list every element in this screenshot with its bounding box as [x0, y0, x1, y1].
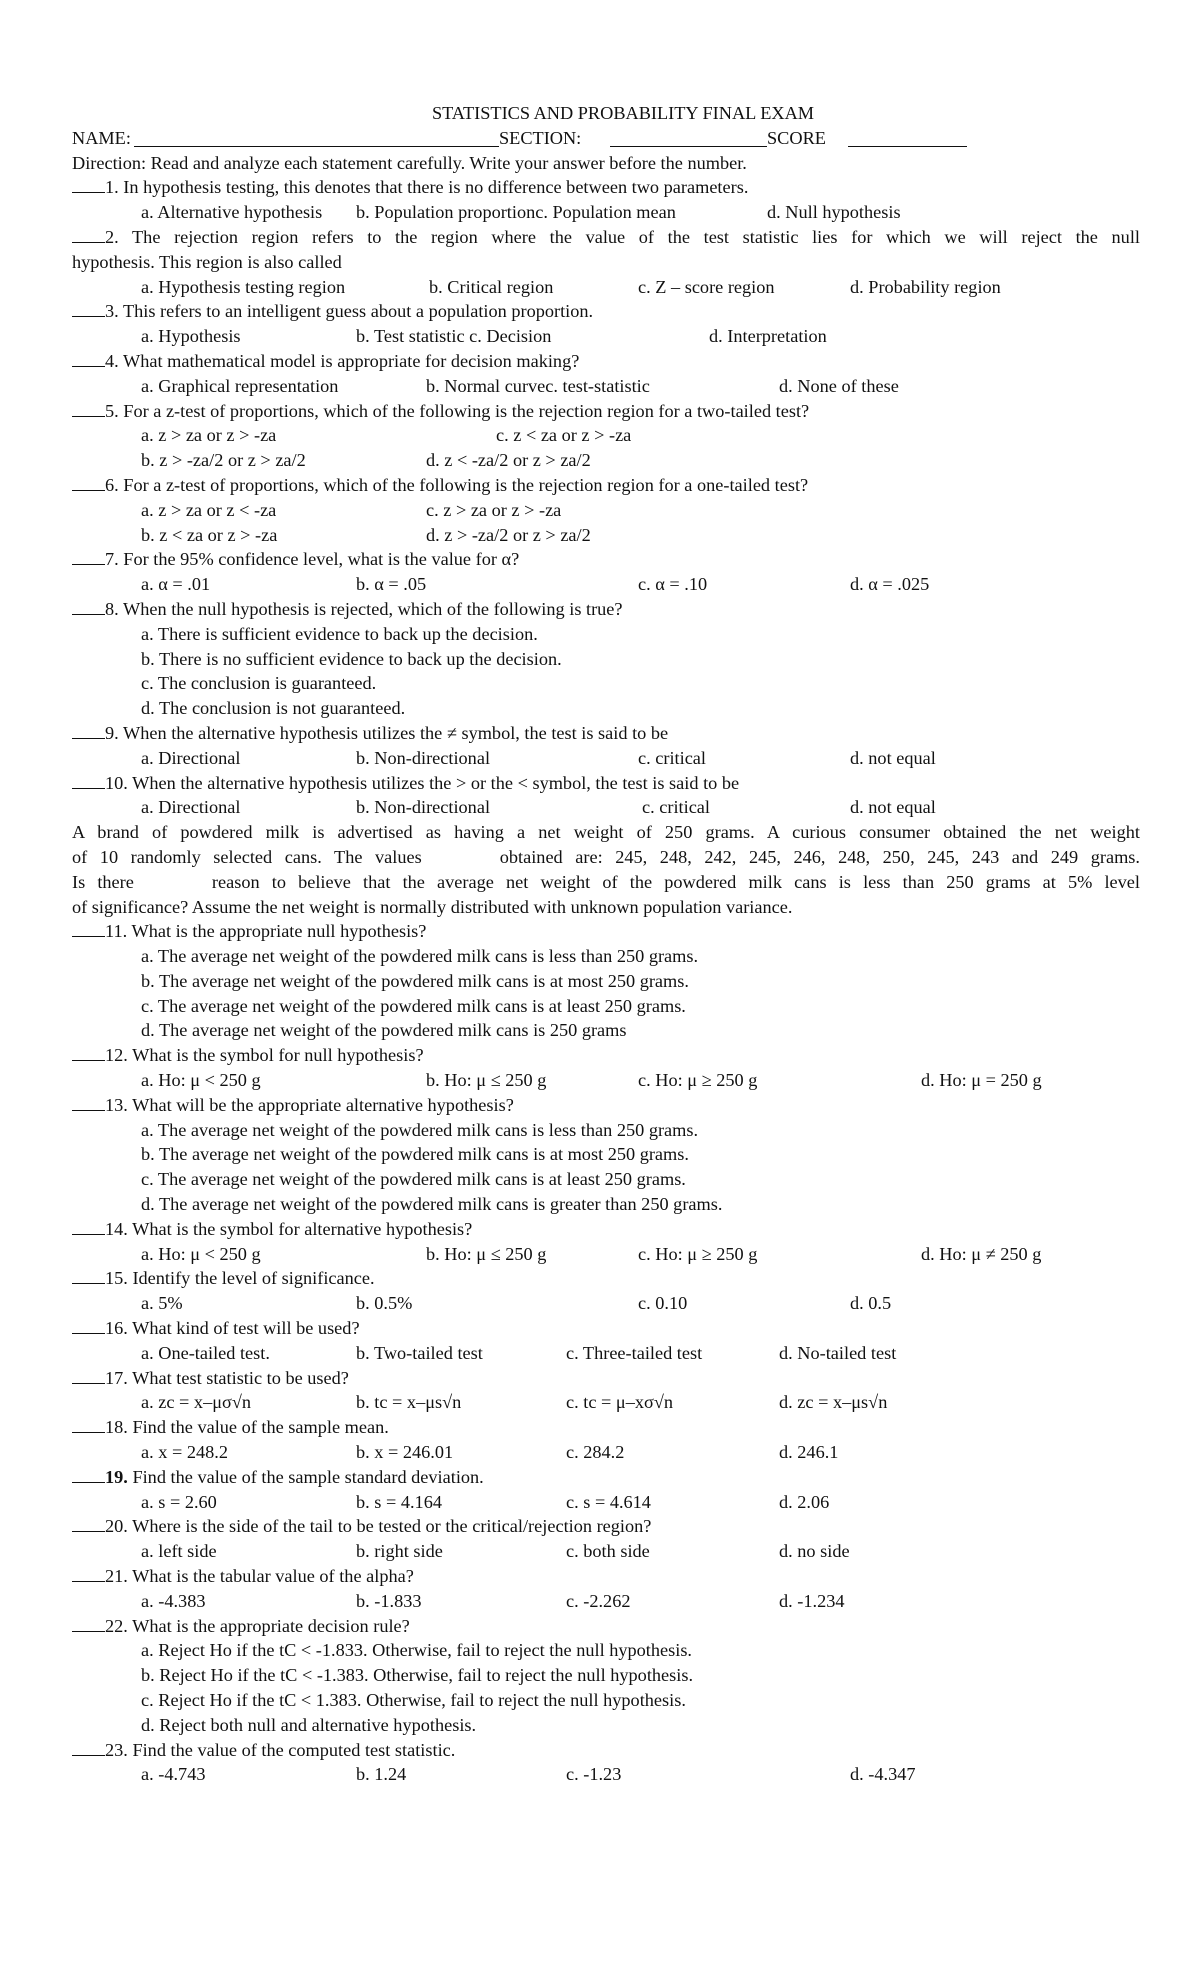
- option-d[interactable]: d. Interpretation: [709, 326, 827, 347]
- option-a[interactable]: a. Hypothesis: [141, 326, 241, 347]
- scenario-text: Is there: [72, 871, 134, 892]
- question-number: 1.: [105, 177, 119, 198]
- options-row: [72, 1390, 1140, 1415]
- question-text: For the 95% confidence level, what is the value for α?: [123, 549, 520, 570]
- answer-blank[interactable]: [72, 178, 105, 193]
- answer-blank[interactable]: [72, 550, 105, 565]
- option-c[interactable]: c. α = .10: [638, 574, 708, 595]
- scenario-text: of 10 randomly selected cans. The values: [72, 846, 422, 867]
- question-text: Identify the level of significance.: [132, 1268, 375, 1289]
- option-b[interactable]: b. tc = x–μs√n: [356, 1392, 462, 1413]
- question-text: Find the value of the computed test statistic.: [132, 1739, 456, 1760]
- option-b[interactable]: b. α = .05: [356, 574, 427, 595]
- option-a[interactable]: a. Hypothesis testing region: [141, 276, 346, 297]
- question-text: Find the value of the sample mean.: [132, 1417, 389, 1438]
- question-text: What is the symbol for null hypothesis?: [132, 1045, 424, 1066]
- question-text: When the alternative hypothesis utilizes the > or the < symbol, the test is said to be: [132, 772, 740, 793]
- option-b[interactable]: b. 0.5%: [356, 1293, 413, 1314]
- option-d[interactable]: d. The average net weight of the powdered milk cans is 250 grams: [141, 1020, 627, 1041]
- question-number: 19.: [105, 1466, 128, 1487]
- options-row: [72, 200, 1140, 225]
- option-a[interactable]: a. z > za or z > -za: [141, 425, 277, 446]
- scenario-line-2: [72, 845, 1140, 870]
- options-row: [72, 1068, 1140, 1093]
- option-c[interactable]: c. z > za or z > -za: [426, 499, 562, 520]
- question-number: 21.: [105, 1566, 128, 1587]
- question-text: What will be the appropriate alternative hypothesis?: [132, 1094, 514, 1115]
- option-c[interactable]: c. The conclusion is guaranteed.: [141, 673, 377, 694]
- option-a[interactable]: a. There is sufficient evidence to back up the decision.: [141, 623, 538, 644]
- question-number: 18.: [105, 1417, 128, 1438]
- option-d[interactable]: d. zc = x–μs√n: [779, 1392, 888, 1413]
- answer-blank[interactable]: [72, 1096, 105, 1111]
- option-c[interactable]: c. Three-tailed test: [566, 1342, 703, 1363]
- option-d[interactable]: d. no side: [779, 1541, 850, 1562]
- option-b[interactable]: b. The average net weight of the powdered milk cans is at most 250 grams.: [141, 970, 689, 991]
- option-d[interactable]: d. -4.347: [850, 1764, 916, 1785]
- option-c[interactable]: c. The average net weight of the powdered milk cans is at least 250 grams.: [141, 995, 686, 1016]
- option-b[interactable]: b. Non-directional: [356, 747, 491, 768]
- question-text: When the alternative hypothesis utilizes the ≠ symbol, the test is said to be: [122, 722, 669, 743]
- option-a[interactable]: a. Ho: μ < 250 g: [141, 1070, 261, 1091]
- option-c[interactable]: c. Ho: μ ≥ 250 g: [638, 1243, 758, 1264]
- option-b[interactable]: b. Non-directional: [356, 797, 491, 818]
- section-label: SECTION:: [499, 127, 582, 148]
- option-b[interactable]: b. x = 246.01: [356, 1442, 454, 1463]
- answer-blank[interactable]: [72, 302, 105, 317]
- scenario-line-1: A brand of powdered milk is advertised as having a net weight of 250 grams. A curious consumer obtained the net weight: [72, 822, 1140, 843]
- question-text: For a z-test of proportions, which of the following is the rejection region for a two-tailed test?: [123, 400, 810, 421]
- options-row: [72, 374, 1140, 399]
- option-a[interactable]: a. -4.383: [141, 1590, 206, 1611]
- answer-blank[interactable]: [72, 1220, 105, 1235]
- option-a[interactable]: a. left side: [141, 1541, 217, 1562]
- answer-blank[interactable]: [72, 1319, 105, 1334]
- options-row: [72, 1440, 1140, 1465]
- question-number: 13.: [105, 1094, 128, 1115]
- question-number: 8.: [105, 598, 119, 619]
- options-row: [72, 1341, 1140, 1366]
- options-row: [72, 1490, 1140, 1515]
- option-d[interactable]: d. Probability region: [850, 276, 1001, 297]
- answer-blank[interactable]: [72, 1269, 105, 1284]
- exam-title: STATISTICS AND PROBABILITY FINAL EXAM: [431, 103, 815, 123]
- question-number: 10.: [105, 772, 128, 793]
- scenario-text: obtained are: 245, 248, 242, 245, 246, 248, 250, 245, 243 and 249 grams.: [499, 846, 1140, 867]
- options-row: [72, 423, 1140, 448]
- question-text: For a z-test of proportions, which of the following is the rejection region for a one-tailed test?: [123, 474, 809, 495]
- question-text: In hypothesis testing, this denotes that there is no difference between two parameters.: [123, 177, 749, 198]
- question-number: 5.: [105, 400, 119, 421]
- option-c[interactable]: c. both side: [566, 1541, 650, 1562]
- option-d[interactable]: d. Null hypothesis: [767, 202, 901, 223]
- question-2: [72, 225, 1140, 250]
- answer-blank[interactable]: [72, 352, 105, 367]
- header-fields: [72, 126, 1140, 151]
- option-c[interactable]: c. tc = μ–xσ√n: [566, 1392, 674, 1413]
- option-c[interactable]: c. Reject Ho if the tC < 1.383. Otherwise, fail to reject the null hypothesis.: [141, 1690, 686, 1710]
- options-row: [72, 1242, 1140, 1267]
- answer-blank[interactable]: [72, 724, 105, 739]
- options-row: [72, 498, 1140, 523]
- option-b[interactable]: b. Normal curvec. test-statistic: [426, 375, 650, 396]
- question-number: 15.: [105, 1268, 128, 1289]
- answer-blank[interactable]: [72, 774, 105, 789]
- answer-blank[interactable]: [72, 1741, 105, 1756]
- question-5: [72, 399, 1140, 424]
- option-a[interactable]: a. z > za or z < -za: [141, 499, 277, 520]
- option-c[interactable]: c. 284.2: [566, 1442, 625, 1463]
- option-c[interactable]: c. -1.23: [566, 1764, 622, 1785]
- question-text: What is the symbol for alternative hypothesis?: [132, 1218, 473, 1239]
- option-d[interactable]: d. z > -za/2 or z > za/2: [426, 524, 591, 545]
- question-18: [72, 1415, 1140, 1440]
- question-number: 9.: [105, 722, 119, 743]
- question-number: 7.: [105, 549, 119, 570]
- answer-blank[interactable]: [72, 1046, 105, 1061]
- option-d[interactable]: d. not equal: [850, 797, 936, 818]
- option-c[interactable]: c. Ho: μ ≥ 250 g: [638, 1070, 758, 1091]
- option-a[interactable]: a. Ho: μ < 250 g: [141, 1243, 261, 1264]
- question-text: Where is the side of the tail to be tested or the critical/rejection region?: [132, 1516, 652, 1537]
- options-row: [72, 324, 1140, 349]
- question-number: 17.: [105, 1367, 128, 1388]
- answer-blank[interactable]: [72, 476, 105, 491]
- option-d[interactable]: d. Ho: μ ≠ 250 g: [921, 1243, 1042, 1264]
- options-row: [72, 448, 1140, 473]
- options-row: [72, 746, 1140, 771]
- question-number: 4.: [105, 350, 119, 371]
- option-a[interactable]: a. x = 248.2: [141, 1442, 228, 1463]
- option-b[interactable]: b. Critical region: [429, 276, 554, 297]
- answer-blank[interactable]: [72, 1418, 105, 1433]
- option-a[interactable]: a. zc = x–μσ√n: [141, 1392, 252, 1413]
- question-text: Find the value of the sample standard deviation.: [132, 1466, 484, 1487]
- option-d[interactable]: d. not equal: [850, 747, 936, 768]
- question-15: [72, 1266, 1140, 1291]
- options-row: [72, 1539, 1140, 1564]
- scenario-text: reason to believe that the average net weight of the powdered milk cans is less than 250 grams at 5% level: [211, 871, 1140, 892]
- question-11: [72, 919, 1140, 944]
- exam-page: [72, 101, 1140, 1787]
- answer-blank[interactable]: [72, 922, 105, 937]
- question-text: This refers to an intelligent guess about a population proportion.: [122, 301, 594, 322]
- option-a[interactable]: a. α = .01: [141, 574, 211, 595]
- option-a[interactable]: a. 5%: [141, 1293, 183, 1314]
- question-16: [72, 1316, 1140, 1341]
- option-a[interactable]: a. Directional: [141, 747, 241, 768]
- question-number: 12.: [105, 1045, 128, 1066]
- question-7: [72, 547, 1140, 572]
- question-20: [72, 1514, 1140, 1539]
- option-a[interactable]: a. The average net weight of the powdered milk cans is less than 250 grams.: [141, 1119, 699, 1140]
- answer-blank[interactable]: [72, 1567, 105, 1582]
- options-row: [72, 1589, 1140, 1614]
- question-text: The rejection region refers to the region where the value of the test statistic lies for which we will reject the null: [132, 226, 1140, 247]
- option-b[interactable]: b. s = 4.164: [356, 1491, 442, 1512]
- question-number: 2.: [105, 226, 119, 247]
- option-c[interactable]: c. s = 4.614: [566, 1491, 651, 1512]
- question-text-cont: hypothesis. This region is also called: [72, 251, 342, 272]
- answer-blank[interactable]: [72, 402, 105, 417]
- options-row: [72, 1762, 1140, 1787]
- answer-blank[interactable]: [72, 1468, 105, 1483]
- option-b[interactable]: b. Test statistic c. Decision: [356, 326, 552, 347]
- question-1: [72, 175, 1140, 200]
- option-a[interactable]: a. One-tailed test.: [141, 1342, 270, 1363]
- options-row: [72, 1291, 1140, 1316]
- name-field[interactable]: [134, 146, 499, 147]
- option-d[interactable]: d. α = .025: [850, 574, 930, 595]
- question-number: 11.: [105, 921, 128, 942]
- question-19: [72, 1465, 1140, 1490]
- options-row: [72, 795, 1140, 820]
- question-text: What mathematical model is appropriate for decision making?: [122, 350, 580, 371]
- question-text: What is the appropriate decision rule?: [132, 1615, 410, 1636]
- answer-blank[interactable]: [72, 228, 105, 243]
- question-8: [72, 597, 1140, 622]
- option-b[interactable]: b. Population proportionc. Population mean: [356, 202, 676, 223]
- option-b[interactable]: b. There is no sufficient evidence to back up the decision.: [141, 648, 562, 669]
- question-number: 22.: [105, 1615, 128, 1636]
- question-text: What is the tabular value of the alpha?: [132, 1566, 414, 1587]
- scenario-line-3: [72, 870, 1140, 895]
- question-text: When the null hypothesis is rejected, which of the following is true?: [122, 598, 623, 619]
- name-label: NAME:: [72, 127, 131, 148]
- option-d[interactable]: d. 2.06: [779, 1491, 830, 1512]
- option-a[interactable]: a. The average net weight of the powdered milk cans is less than 250 grams.: [141, 946, 699, 967]
- option-b[interactable]: b. right side: [356, 1541, 443, 1562]
- score-field[interactable]: [848, 146, 967, 147]
- directions: Direction: Read and analyze each statement carefully. Write your answer before the number.: [72, 152, 747, 173]
- question-10: [72, 771, 1140, 796]
- question-6: [72, 473, 1140, 498]
- option-d[interactable]: d. 246.1: [779, 1442, 839, 1463]
- option-d[interactable]: d. No-tailed test: [779, 1342, 897, 1363]
- option-d[interactable]: d. None of these: [779, 375, 899, 396]
- question-text: What is the appropriate null hypothesis?: [131, 921, 427, 942]
- options-row: [72, 572, 1140, 597]
- option-a[interactable]: a. Graphical representation: [141, 375, 339, 396]
- option-d[interactable]: d. z < -za/2 or z > za/2: [426, 450, 591, 471]
- options-row: [72, 523, 1140, 548]
- option-c[interactable]: c. Z – score region: [638, 276, 775, 297]
- option-b[interactable]: b. The average net weight of the powdered milk cans is at most 250 grams.: [141, 1144, 689, 1165]
- answer-blank[interactable]: [72, 1517, 105, 1532]
- option-b[interactable]: b. 1.24: [356, 1764, 407, 1785]
- option-d[interactable]: d. The conclusion is not guaranteed.: [141, 698, 406, 719]
- question-number: 6.: [105, 474, 119, 495]
- question-9: [72, 721, 1140, 746]
- option-a[interactable]: a. Alternative hypothesis: [141, 202, 323, 223]
- option-b[interactable]: b. Two-tailed test: [356, 1342, 483, 1363]
- question-number: 23.: [105, 1739, 128, 1760]
- option-b[interactable]: b. -1.833: [356, 1590, 422, 1611]
- option-b[interactable]: b. z > -za/2 or z > za/2: [141, 450, 306, 471]
- question-text: What kind of test will be used?: [132, 1318, 360, 1339]
- option-c[interactable]: c. The average net weight of the powdered milk cans is at least 250 grams.: [141, 1169, 686, 1190]
- section-field[interactable]: [610, 146, 767, 147]
- question-13: [72, 1093, 1140, 1118]
- option-b[interactable]: b. Ho: μ ≤ 250 g: [426, 1070, 547, 1091]
- question-14: [72, 1217, 1140, 1242]
- option-d[interactable]: d. -1.234: [779, 1590, 845, 1611]
- options-row: [72, 275, 1140, 300]
- option-b[interactable]: b. z < za or z > -za: [141, 524, 278, 545]
- option-c[interactable]: c. -2.262: [566, 1590, 631, 1611]
- question-text: What test statistic to be used?: [132, 1367, 349, 1388]
- answer-blank[interactable]: [72, 1617, 105, 1632]
- question-number: 3.: [105, 301, 119, 322]
- question-17: [72, 1366, 1140, 1391]
- option-c[interactable]: c. critical: [638, 747, 707, 768]
- option-c[interactable]: c. z < za or z > -za: [496, 425, 632, 446]
- question-3: [72, 299, 1140, 324]
- scenario-line-4: of significance? Assume the net weight is normally distributed with unknown population variance.: [72, 896, 793, 917]
- option-a[interactable]: a. s = 2.60: [141, 1491, 217, 1512]
- question-4: [72, 349, 1140, 374]
- option-a[interactable]: a. Directional: [141, 797, 241, 818]
- question-21: [72, 1564, 1140, 1589]
- option-c[interactable]: c. critical: [642, 797, 711, 818]
- option-d[interactable]: d. 0.5: [850, 1293, 892, 1314]
- question-number: 16.: [105, 1318, 128, 1339]
- option-b[interactable]: b. Reject Ho if the tC < -1.383. Otherwise, fail to reject the null hypothesis.: [141, 1665, 694, 1686]
- option-c[interactable]: c. 0.10: [638, 1293, 688, 1314]
- answer-blank[interactable]: [72, 600, 105, 615]
- option-d[interactable]: d. Ho: μ = 250 g: [921, 1070, 1042, 1091]
- question-number: 14.: [105, 1218, 128, 1239]
- option-d[interactable]: d. Reject both null and alternative hypothesis.: [141, 1714, 477, 1735]
- option-d[interactable]: d. The average net weight of the powdered milk cans is greater than 250 grams.: [141, 1194, 723, 1215]
- question-number: 20.: [105, 1516, 128, 1537]
- question-12: [72, 1043, 1140, 1068]
- option-a[interactable]: a. Reject Ho if the tC < -1.833. Otherwise, fail to reject the null hypothesis.: [141, 1640, 692, 1661]
- score-label: SCORE: [767, 127, 826, 148]
- question-22: [72, 1614, 1140, 1639]
- answer-blank[interactable]: [72, 1369, 105, 1384]
- option-b[interactable]: b. Ho: μ ≤ 250 g: [426, 1243, 547, 1264]
- question-23: [72, 1738, 1140, 1763]
- option-a[interactable]: a. -4.743: [141, 1764, 206, 1785]
